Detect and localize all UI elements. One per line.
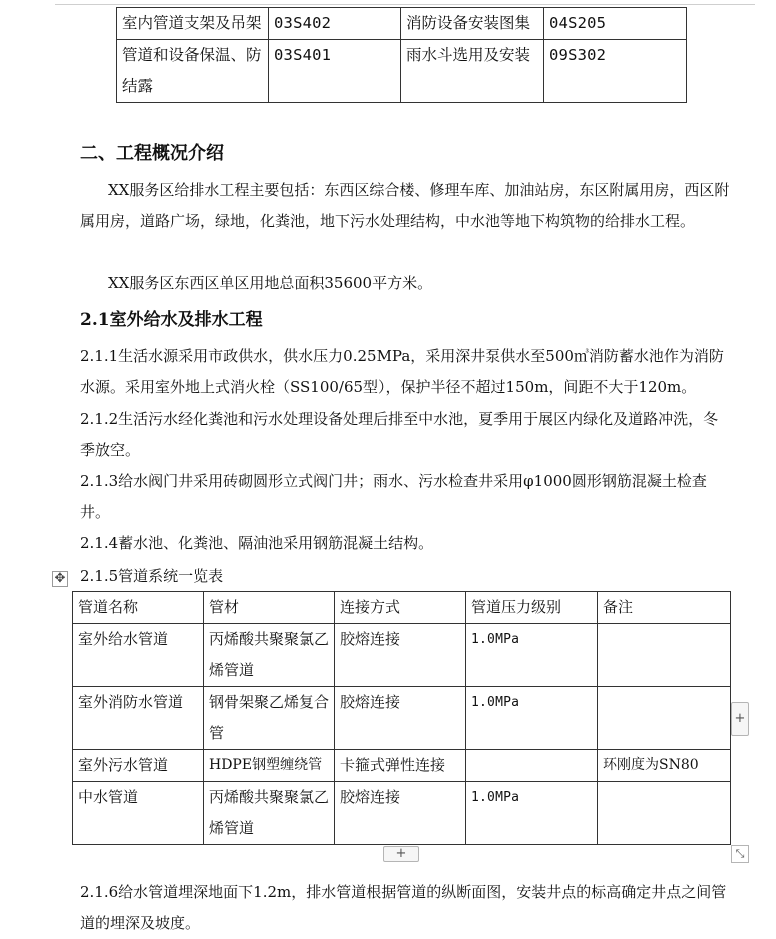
- paragraph: 2.1.2生活污水经化粪池和污水处理设备处理后排至中水池，夏季用于展区内绿化及道路冲洗，冬季放空。: [80, 410, 719, 459]
- add-row-button[interactable]: +: [383, 846, 419, 862]
- table-cell[interactable]: 管道和设备保温、防结露: [117, 40, 269, 103]
- pipe-system-table: [72, 591, 731, 845]
- table-header-cell[interactable]: 备注: [598, 592, 731, 624]
- table-header-row: [73, 592, 731, 624]
- table-cell[interactable]: 09S302: [544, 40, 687, 103]
- paragraph: 2.1.1生活水源采用市政供水，供水压力0.25MPa，采用深井泵供水至500㎥消防蓄水池作为消防水源。采用室外地上式消火栓（SS100/65型），保护半径不超过150m，间距不大于120m。: [80, 347, 724, 396]
- table-row: [73, 624, 731, 687]
- table-row: [73, 750, 731, 782]
- table-cell[interactable]: 胶熔连接: [335, 624, 466, 687]
- table-cell[interactable]: 卡箍式弹性连接: [335, 750, 466, 782]
- table-header-cell[interactable]: 连接方式: [335, 592, 466, 624]
- table-cell[interactable]: 室外消防水管道: [73, 687, 204, 750]
- table-cell[interactable]: 03S402: [269, 8, 401, 40]
- page-top-border: [55, 4, 755, 5]
- table-cell[interactable]: 消防设备安装图集: [401, 8, 544, 40]
- table-header-cell[interactable]: 管道名称: [73, 592, 204, 624]
- paragraph: 2.1.4蓄水池、化粪池、隔油池采用钢筋混凝土结构。: [80, 534, 434, 552]
- table-cell[interactable]: 1.0MPa: [466, 624, 598, 687]
- table-cell[interactable]: 1.0MPa: [466, 782, 598, 845]
- table-row: [117, 40, 687, 103]
- table-header-cell[interactable]: 管道压力级别: [466, 592, 598, 624]
- table-cell[interactable]: 钢骨架聚乙烯复合管: [204, 687, 335, 750]
- standards-table: [116, 7, 687, 103]
- move-icon[interactable]: ✥: [52, 571, 68, 587]
- table-cell[interactable]: 丙烯酸共聚聚氯乙烯管道: [204, 782, 335, 845]
- table-cell[interactable]: [598, 782, 731, 845]
- paragraph: XX服务区给排水工程主要包括：东西区综合楼、修理车库、加油站房，东区附属用房，西区附属用房，道路广场，绿地，化粪池，地下污水处理结构，中水池等地下构筑物的给排水工程。: [80, 181, 730, 230]
- table-cell[interactable]: [598, 624, 731, 687]
- paragraph: XX服务区东西区单区用地总面积35600平方米。: [108, 274, 433, 292]
- table-cell[interactable]: 胶熔连接: [335, 687, 466, 750]
- table-cell[interactable]: 室内管道支架及吊架: [117, 8, 269, 40]
- table-cell[interactable]: HDPE钢塑缠绕管: [204, 750, 335, 782]
- table-cell[interactable]: 室外给水管道: [73, 624, 204, 687]
- subsection-heading: 2.1室外给水及排水工程: [80, 310, 263, 330]
- section-heading: 二、工程概况介绍: [80, 143, 224, 164]
- table-row: [117, 8, 687, 40]
- table-row: [73, 687, 731, 750]
- table-cell[interactable]: 室外污水管道: [73, 750, 204, 782]
- table-header-cell[interactable]: 管材: [204, 592, 335, 624]
- table-cell[interactable]: 1.0MPa: [466, 687, 598, 750]
- table-cell[interactable]: 环刚度为SN80: [598, 750, 731, 782]
- table-cell[interactable]: 中水管道: [73, 782, 204, 845]
- table-cell[interactable]: [466, 750, 598, 782]
- paragraph: 2.1.3给水阀门井采用砖砌圆形立式阀门井；雨水、污水检查井采用φ1000圆形钢筋混凝土检查井。: [80, 472, 707, 521]
- table-cell[interactable]: 雨水斗选用及安装: [401, 40, 544, 103]
- resize-icon[interactable]: ⤡: [731, 845, 749, 863]
- paragraph: 2.1.6给水管道埋深地面下1.2m，排水管道根据管道的纵断面图，安装井点的标高确定井点之间管道的埋深及坡度。: [80, 883, 727, 932]
- table-cell[interactable]: 03S401: [269, 40, 401, 103]
- table-cell[interactable]: 04S205: [544, 8, 687, 40]
- table-cell[interactable]: 胶熔连接: [335, 782, 466, 845]
- table-cell[interactable]: 丙烯酸共聚聚氯乙烯管道: [204, 624, 335, 687]
- table-row: [73, 782, 731, 845]
- table-caption: 2.1.5管道系统一览表: [80, 567, 224, 585]
- add-column-button[interactable]: +: [731, 702, 749, 736]
- table-cell[interactable]: [598, 687, 731, 750]
